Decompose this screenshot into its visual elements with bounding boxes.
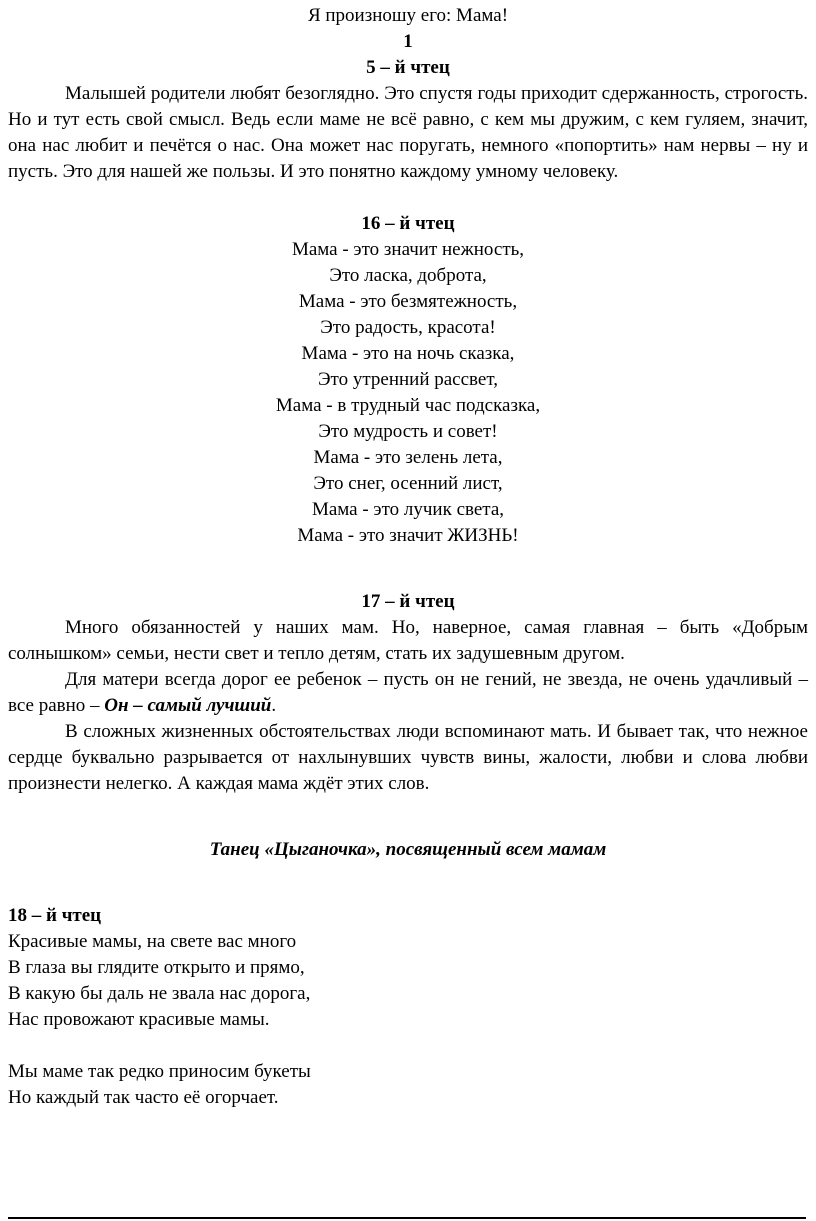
poem-line: Это утренний рассвет,: [318, 369, 498, 390]
spacer: [8, 797, 808, 837]
page-number: 1: [403, 31, 413, 52]
poem-line: Мама - это безмятежность,: [298, 291, 518, 312]
spacer: [8, 549, 808, 589]
stanza-line: Но каждый так часто её огорчает.: [8, 1087, 279, 1108]
stanza-line: Мы маме так редко приносим букеты: [8, 1061, 311, 1082]
stanza-line: В какую бы даль не звала нас дорога,: [8, 983, 311, 1004]
reader18-stanza-1: [8, 929, 808, 1033]
emphasized-phrase: Он – самый лучший: [104, 695, 272, 716]
reader16-heading: 16 – й чтец: [361, 213, 455, 234]
poem-line: Это ласка, доброта,: [329, 265, 487, 286]
reader17-paragraph-1: Много обязанностей у наших мам. Но, наверное, самая главная – быть «Добрым солнышком» семьи, нести свет и тепло детям, стать их задушевным другом.: [8, 617, 808, 664]
poem-line: Мама - это зелень лета,: [313, 447, 503, 468]
poem-line: Это снег, осенний лист,: [313, 473, 503, 494]
reader5-paragraph: Малышей родители любят безоглядно. Это спустя годы приходит сдержанность, строгость. Но и тут есть свой смысл. Ведь если маме не всё равно, с кем мы дружим, с кем гуляем, значит, она нас любит и печётся о нас. Она может нас поругать, немного «попортить» нам нервы – ну и пусть. Это для нашей же пользы. И это понятно каждому умному человеку.: [8, 83, 808, 182]
poem-line: Мама - это значит ЖИЗНЬ!: [297, 525, 519, 546]
spacer: [8, 863, 808, 903]
reader5-heading: 5 – й чтец: [366, 57, 450, 78]
poem-line: Это мудрость и совет!: [318, 421, 498, 442]
document-title: Я произношу его: Мама!: [307, 5, 509, 26]
poem-line: Это радость, красота!: [320, 317, 496, 338]
stanza-line: Красивые мамы, на свете вас много: [8, 931, 297, 952]
reader17-heading: 17 – й чтец: [361, 591, 455, 612]
paragraph-text: .: [271, 695, 277, 716]
reader18-heading: 18 – й чтец: [8, 905, 102, 926]
spacer: [8, 185, 808, 211]
stanza-line: Нас провожают красивые мамы.: [8, 1009, 270, 1030]
stage-direction: Танец «Цыганочка», посвященный всем мамам: [209, 839, 607, 860]
stanza-line: В глаза вы глядите открыто и прямо,: [8, 957, 305, 978]
spacer: [8, 1033, 808, 1059]
poem-line: Мама - это лучик света,: [311, 499, 505, 520]
poem-line: Мама - это значит нежность,: [291, 239, 525, 260]
poem-line: Мама - это на ночь сказка,: [301, 343, 515, 364]
reader17-paragraph-3: В сложных жизненных обстоятельствах люди вспоминают мать. И бывает так, что нежное сердце буквально разрывается от нахлынувших чувств вины, жалости, любви и слова любви произнести нелегко. А каждая мама ждёт этих слов.: [8, 721, 808, 794]
reader17-paragraph-2: [8, 667, 808, 719]
paragraph-text: Для матери всегда дорог ее ребенок – пусть он не гений, не звезда, не очень удачливый – все равно –: [8, 669, 808, 716]
reader16-poem: [8, 237, 808, 549]
footer-divider: [8, 1217, 806, 1219]
reader18-stanza-2: [8, 1059, 808, 1111]
poem-line: Мама - в трудный час подсказка,: [275, 395, 541, 416]
